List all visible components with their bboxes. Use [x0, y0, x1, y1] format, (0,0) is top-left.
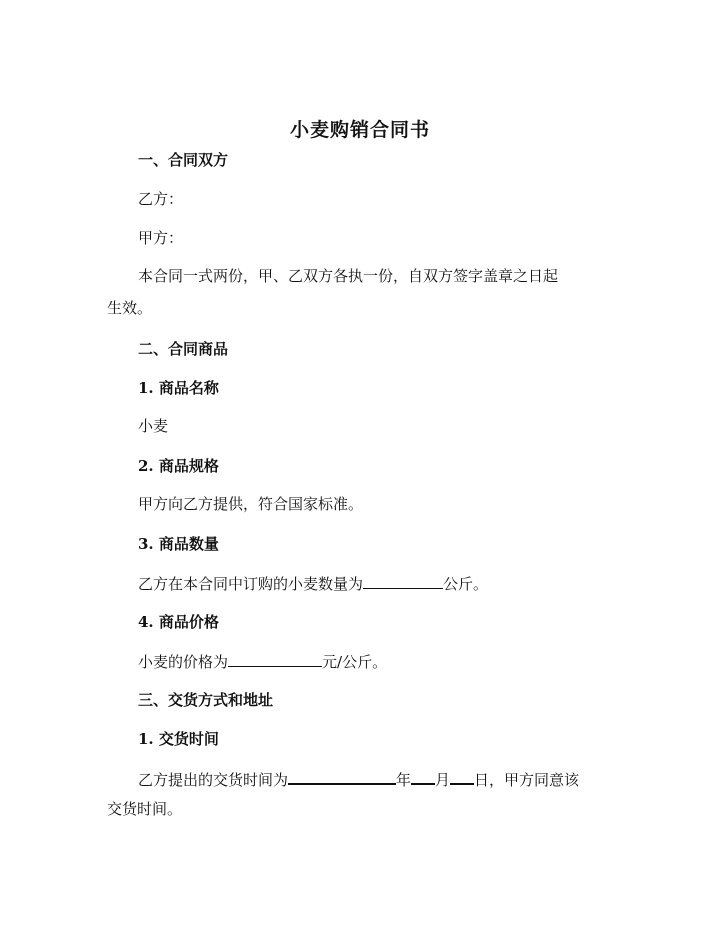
- goods-quantity-text: [138, 572, 488, 594]
- quantity-text-before: 乙方在本合同中订购的小麦数量为: [138, 575, 364, 593]
- goods-price-heading: 4. 商品价格: [138, 613, 219, 631]
- delivery-time-line2: 交货时间。: [107, 800, 183, 818]
- goods-spec-heading: 2. 商品规格: [138, 457, 219, 475]
- price-blank[interactable]: [228, 650, 322, 667]
- party-b-label: 乙方：: [138, 190, 184, 208]
- effect-clause-line1: 本合同一式两份，甲、乙双方各执一份，自双方签字盖章之日起: [138, 267, 559, 285]
- goods-name-text: 小麦: [138, 417, 169, 435]
- delivery-text-after: 日，甲方同意该: [474, 771, 580, 789]
- year-label: 年: [396, 771, 412, 789]
- party-a-label: 甲方：: [138, 229, 184, 247]
- section-heading-parties: 一、合同双方: [138, 151, 229, 169]
- delivery-year-blank[interactable]: [288, 767, 396, 785]
- quantity-blank[interactable]: [363, 572, 443, 589]
- goods-quantity-heading: 3. 商品数量: [138, 535, 219, 553]
- effect-clause-line2: 生效。: [107, 299, 153, 317]
- section-heading-delivery: 三、交货方式和地址: [138, 691, 274, 709]
- delivery-month-blank[interactable]: [411, 767, 435, 785]
- goods-spec-text: 甲方向乙方提供，符合国家标准。: [138, 495, 364, 513]
- quantity-text-after: 公斤。: [443, 575, 489, 593]
- section-heading-goods: 二、合同商品: [138, 340, 229, 358]
- goods-price-text: [138, 650, 387, 672]
- delivery-day-blank[interactable]: [450, 767, 474, 785]
- delivery-time-text: [138, 767, 579, 790]
- goods-name-heading: 1. 商品名称: [138, 379, 219, 397]
- document-title: 小麦购销合同书: [289, 119, 430, 141]
- delivery-text-before: 乙方提出的交货时间为: [138, 771, 289, 789]
- price-text-after: 元/公斤。: [322, 653, 388, 671]
- month-label: 月: [435, 771, 451, 789]
- delivery-time-heading: 1. 交货时间: [138, 730, 219, 748]
- price-text-before: 小麦的价格为: [138, 653, 229, 671]
